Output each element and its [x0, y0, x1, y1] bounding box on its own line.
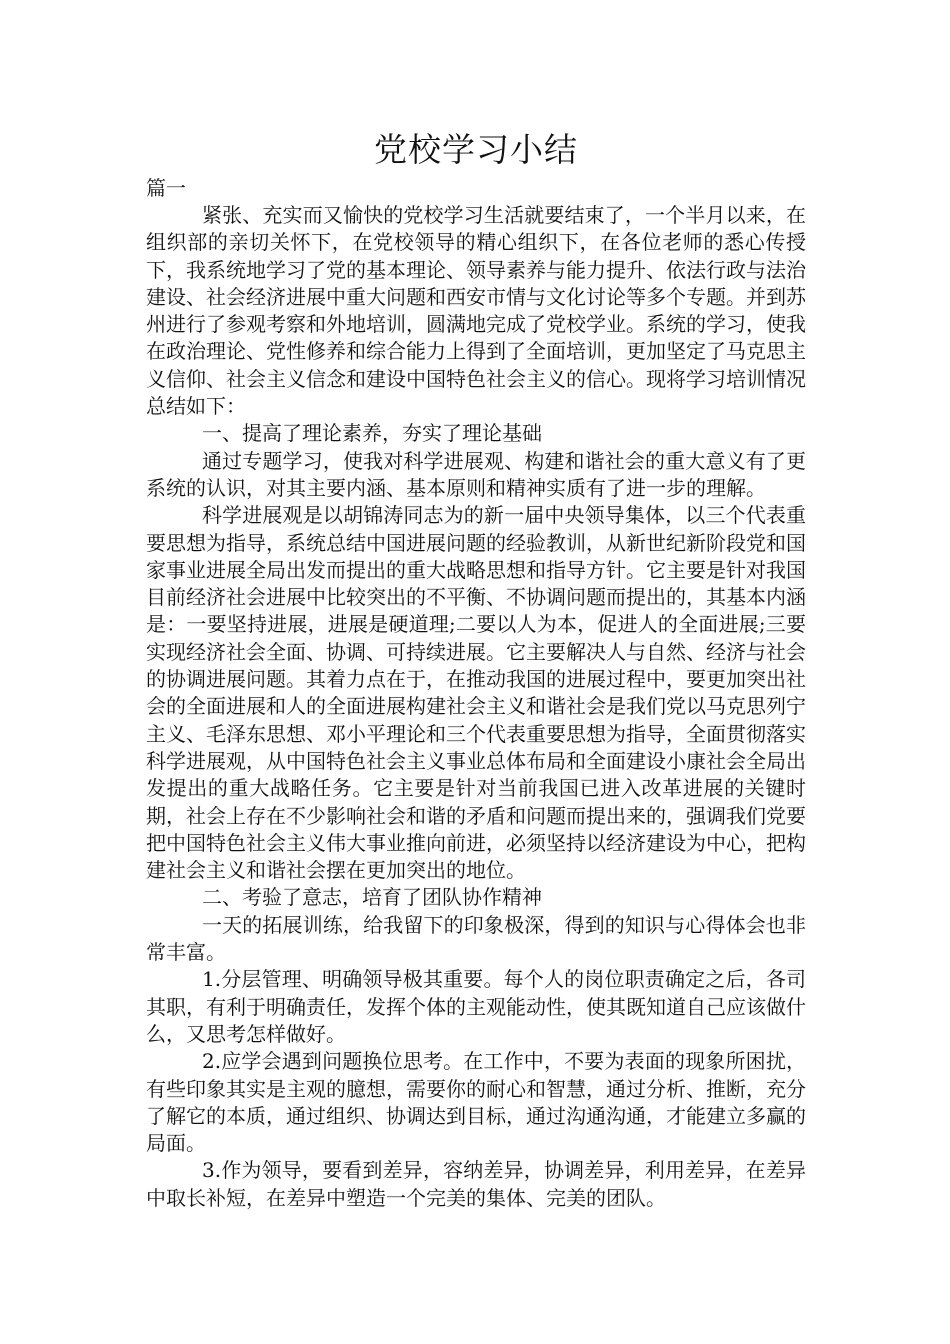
point-three: 3.作为领导，要看到差异，容纳差异，协调差异，利用差异，在差异中取长补短，在差异中塑造一个完美的集体、完美的团队。	[146, 1158, 806, 1210]
heading-two: 二、考验了意志，培育了团队协作精神	[202, 885, 542, 910]
section-label: 篇一	[146, 176, 186, 200]
paragraph-one: 通过专题学习，使我对科学进展观、构建和谐社会的重大意义有了更系统的认识，对其主要内涵、基本原则和精神实质有了进一步的理解。	[146, 448, 806, 500]
paragraph-two: 科学进展观是以胡锦涛同志为的新一届中央领导集体，以三个代表重要思想为指导，系统总结中国进展问题的经验教训，从新世纪新阶段党和国家事业进展全局出发而提出的重大战略思想和指导方针。它主要是针对我国目前经济社会进展中比较突出的不平衡、不协调问题而提出的，其基本内涵是：一要坚持进展，进展是硬道理;二要以人为本，促进人的全面进展;三要实现经济社会全面、协调、可持续进展。它主要解决人与自然、经济与社会的协调进展问题。其着力点在于，在推动我国的进展过程中，要更加突出社会的全面进展和人的全面进展构建社会主义和谐社会是我们党以马克思列宁主义、毛泽东思想、邓小平理论和三个代表重要思想为指导，全面贯彻落实科学进展观，从中国特色社会主义事业总体布局和全面建设小康社会全局出发提出的重大战略任务。它主要是针对当前我国已进入改革进展的关键时期，社会上存在不少影响社会和谐的矛盾和问题而提出来的，强调我们党要把中国特色社会主义伟大事业推向前进，必须坚持以经济建设为中心，把构建社会主义和谐社会摆在更加突出的地位。	[146, 503, 806, 883]
point-one: 1.分层管理、明确领导极其重要。每个人的岗位职责确定之后，各司其职，有利于明确责任，发挥个体的主观能动性，使其既知道自己应该做什么，又思考怎样做好。	[146, 967, 806, 1046]
point-two: 2.应学会遇到问题换位思考。在工作中，不要为表面的现象所困扰，有些印象其实是主观的臆想，需要你的耐心和智慧，通过分析、推断，充分了解它的本质，通过组织、协调达到目标，通过沟通沟通，才能建立多赢的局面。	[146, 1049, 806, 1156]
document-title: 党校学习小结	[374, 130, 578, 169]
document-page	[146, 128, 806, 1212]
paragraph-three: 一天的拓展训练，给我留下的印象极深，得到的知识与心得体会也非常丰富。	[146, 912, 806, 965]
heading-one: 一、提高了理论素养，夯实了理论基础	[202, 421, 542, 446]
intro-paragraph: 紧张、充实而又愉快的党校学习生活就要结束了，一个半月以来，在组织部的亲切关怀下，在党校领导的精心组织下，在各位老师的悉心传授下，我系统地学习了党的基本理论、领导素养与能力提升、依法行政与法治建设、社会经济进展中重大问题和西安市情与文化讨论等多个专题。并到苏州进行了参观考察和外地培训，圆满地完成了党校学业。系统的学习，使我在政治理论、党性修养和综合能力上得到了全面培训，更加坚定了马克思主义信仰、社会主义信念和建设中国特色社会主义的信心。现将学习培训情况总结如下：	[146, 203, 806, 419]
